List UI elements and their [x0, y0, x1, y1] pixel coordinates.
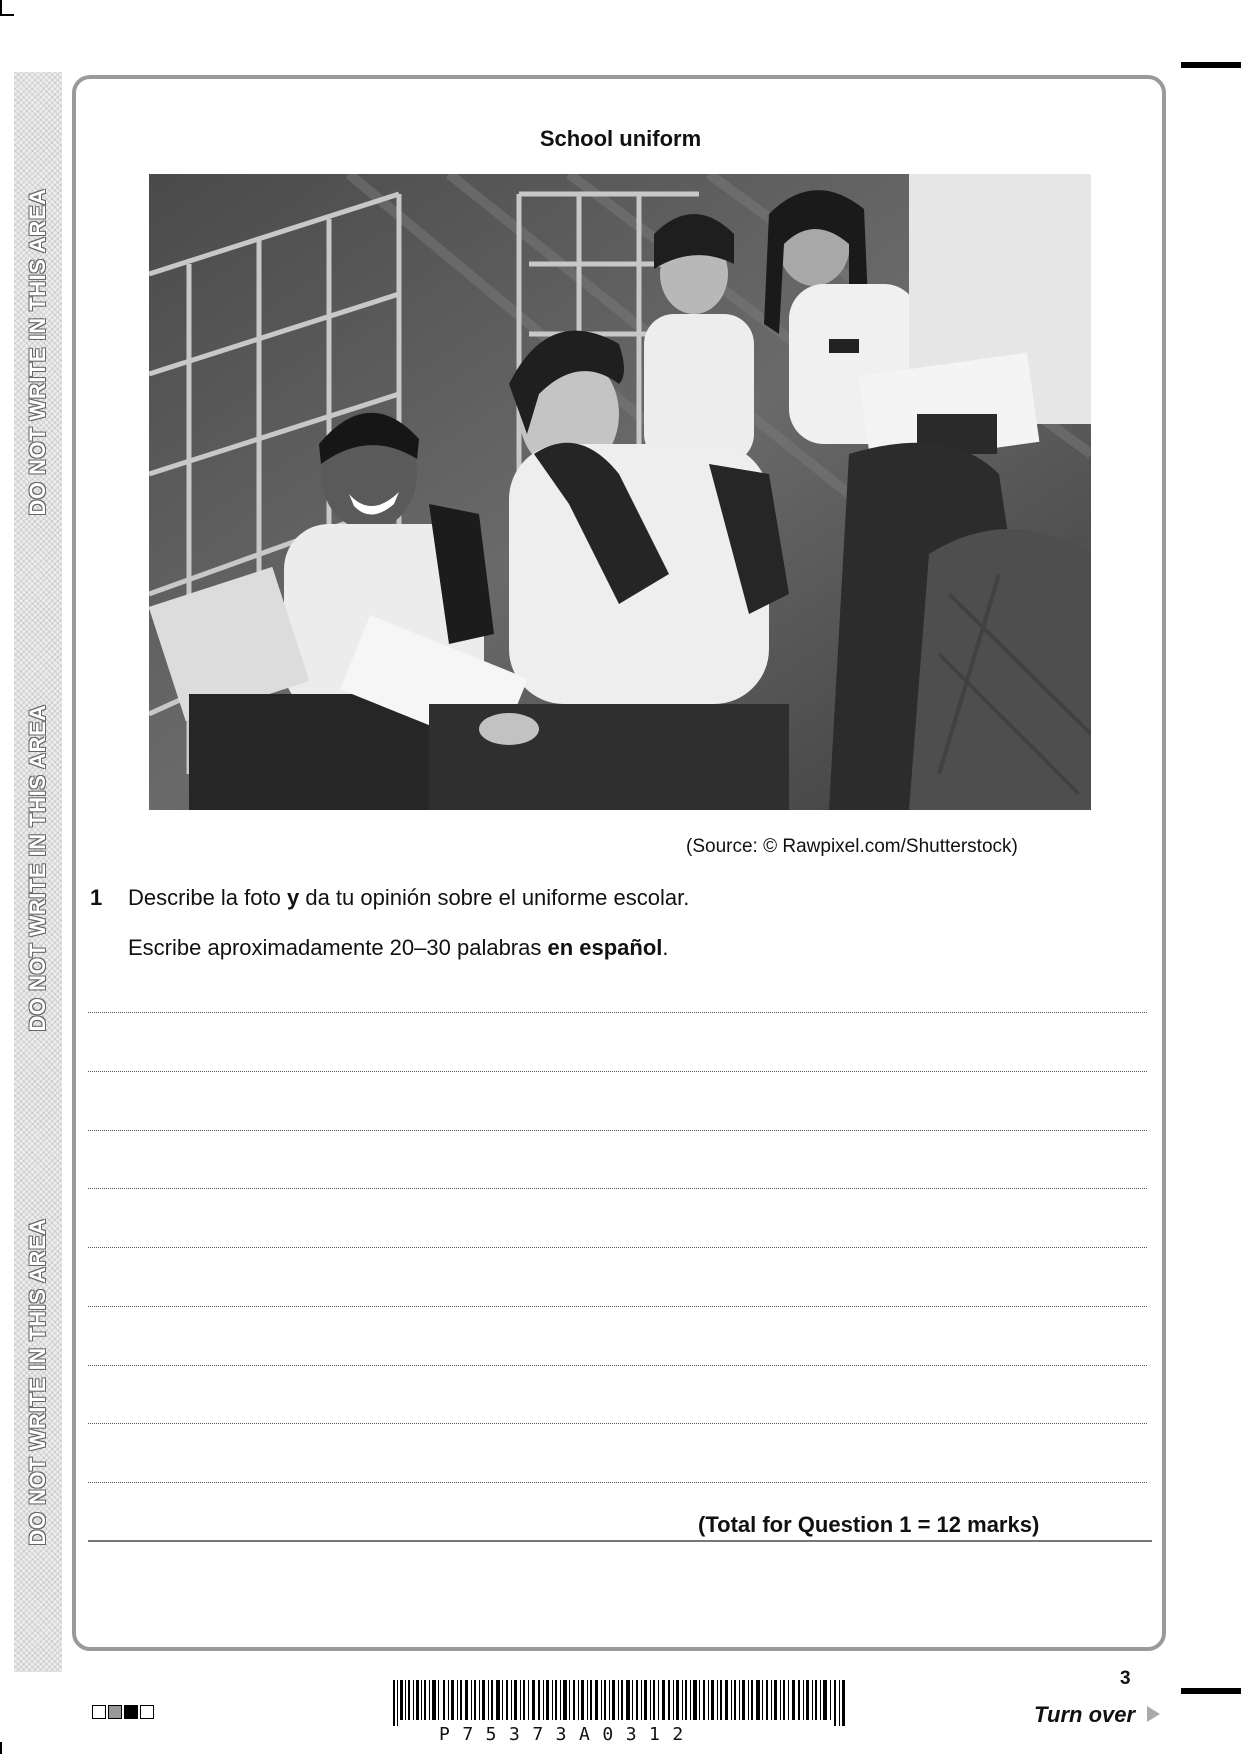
crop-mark: [0, 1742, 2, 1754]
answer-line[interactable]: [88, 1188, 1147, 1189]
margin-warning: DO NOT WRITE IN THIS AREA: [25, 188, 50, 516]
answer-line[interactable]: [88, 1423, 1147, 1424]
total-marks: (Total for Question 1 = 12 marks): [698, 1512, 1040, 1537]
question-instruction: Describe la foto y da tu opinión sobre el uniforme escolar.: [128, 885, 690, 910]
school-uniform-photo: [149, 174, 1091, 810]
barcode-text: P75373A0312: [439, 1724, 696, 1745]
answer-line[interactable]: [88, 1130, 1147, 1131]
margin-warning: DO NOT WRITE IN THIS AREA: [25, 704, 50, 1032]
crop-mark: [0, 14, 14, 16]
answer-line[interactable]: [88, 1482, 1147, 1483]
barcode: [393, 1680, 845, 1726]
question-word-count-instruction: Escribe aproximadamente 20–30 palabras en español.: [128, 935, 669, 960]
edge-bar: [1181, 1688, 1241, 1694]
answer-line[interactable]: [88, 1306, 1147, 1307]
question-number: 1: [90, 885, 103, 910]
crop-mark: [0, 0, 2, 14]
page-number: 3: [1120, 1668, 1131, 1689]
answer-line[interactable]: [88, 1365, 1147, 1366]
answer-line[interactable]: [88, 1012, 1147, 1013]
total-rule: [88, 1540, 1152, 1542]
image-source-caption: (Source: © Rawpixel.com/Shutterstock): [686, 836, 1018, 857]
edge-bar: [1181, 62, 1241, 68]
page-title: School uniform: [539, 126, 702, 151]
page-indicator-boxes: [92, 1705, 154, 1719]
answer-line[interactable]: [88, 1247, 1147, 1248]
answer-line[interactable]: [88, 1071, 1147, 1072]
arrow-right-icon: [1147, 1706, 1160, 1722]
turn-over-label: Turn over: [1034, 1702, 1160, 1728]
margin-warning: DO NOT WRITE IN THIS AREA: [25, 1218, 50, 1546]
